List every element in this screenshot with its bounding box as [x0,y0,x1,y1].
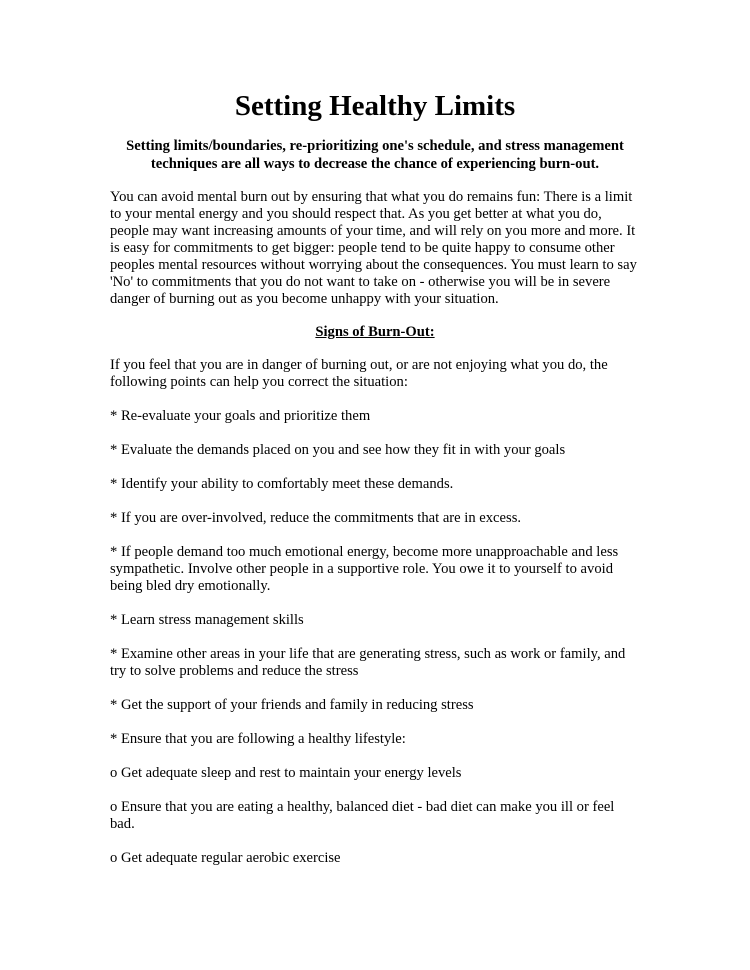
list-item: * Get the support of your friends and family in reducing stress [110,697,474,713]
list-item: * Evaluate the demands placed on you and see how they fit in with your goals [110,442,566,458]
list-item: * If you are over-involved, reduce the commitments that are in excess. [110,510,522,526]
list-item: * Ensure that you are following a healthy lifestyle: [110,731,406,747]
list-item: * Examine other areas in your life that are generating stress, such as work or family, and try to solve problems and reduce the stress [110,646,626,679]
section-lead-paragraph: If you feel that you are in danger of burning out, or are not enjoying what you do, the following points can help you correct the situation: [110,357,608,390]
list-item: * Identify your ability to comfortably meet these demands. [110,476,454,492]
intro-paragraph: You can avoid mental burn out by ensuring that what you do remains fun: There is a limit to your mental energy and you should respect that. As you get better at what you do, people may want increasing amounts of your time, and will rely on you more and more. It is easy for commitments to get bigger: people tend to be quite happy to consume other peoples mental resources without worrying about the consequences. You must learn to say 'No' to commitments that you do not want to take on - otherwise you will be in severe danger of burning out as you become unhappy with your situation. [110,189,637,307]
list-item: o Get adequate regular aerobic exercise [110,850,341,866]
document-subtitle: Setting limits/boundaries, re-prioritizing one's schedule, and stress management techniques are all ways to decrease the chance of experiencing burn-out. [126,138,624,172]
document-page [110,88,640,867]
burnout-points-list [110,408,640,867]
list-item: o Get adequate sleep and rest to maintain your energy levels [110,765,462,781]
list-item: * Re-evaluate your goals and prioritize them [110,408,371,424]
list-item: * Learn stress management skills [110,612,304,628]
document-title: Setting Healthy Limits [234,90,516,122]
list-item: * If people demand too much emotional energy, become more unapproachable and less sympathetic. Involve other people in a supportive role. You owe it to yourself to avoid being bled dry emotionally. [110,544,619,594]
section-heading: Signs of Burn-Out: [315,324,435,340]
list-item: o Ensure that you are eating a healthy, balanced diet - bad diet can make you ill or feel bad. [110,799,615,832]
